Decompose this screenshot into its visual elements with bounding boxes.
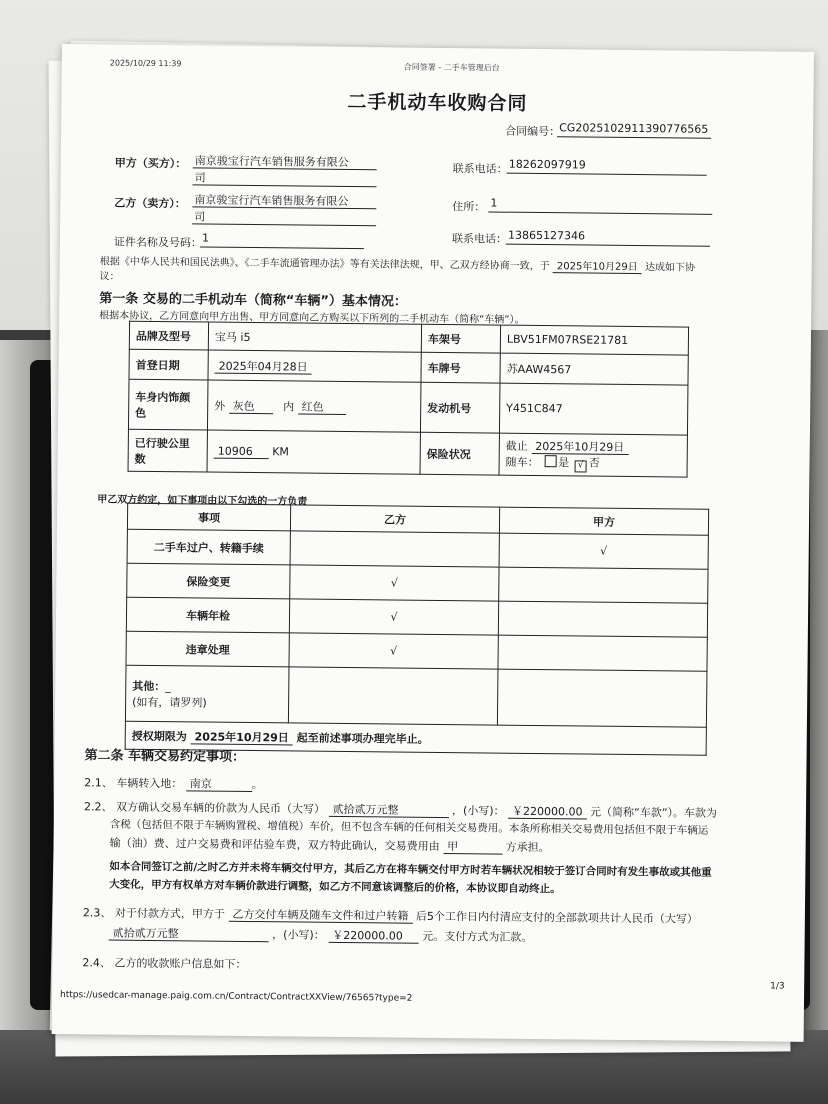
- other-cell: [125, 665, 289, 723]
- color-label: [128, 379, 208, 430]
- c21-value: 南京: [186, 777, 252, 792]
- id-value: 1: [200, 231, 364, 249]
- mileage-label: [128, 429, 207, 472]
- c23-price-cn: 贰拾贰万元整: [109, 927, 269, 943]
- footer-url[interactable]: https://usedcar-manage.paig.com.cn/Contract/ContractXXView/76565?type=2: [59, 990, 413, 1004]
- engine-value: Y451C847: [499, 383, 688, 435]
- no-label: 否: [588, 456, 600, 470]
- insurance-cell: [499, 433, 687, 477]
- party-a-phone-label: 联系电话：: [452, 162, 508, 176]
- plate-value: 苏AAW4567: [500, 353, 688, 385]
- duties-table: [125, 503, 710, 756]
- mileage-cell: [207, 430, 420, 474]
- other-value: _: [165, 679, 171, 693]
- insurance-until-label: 截止: [505, 439, 528, 453]
- other-a-cell: [497, 669, 707, 727]
- preamble-line2: 议：: [99, 271, 120, 283]
- party-b-name-line1: 南京骏宝行汽车销售服务有限公: [192, 191, 376, 209]
- c22-line3a: 输（油）费、过户交易费和评估验车费，双方特此确认，交易费用由: [109, 836, 440, 853]
- bold-clause-line2: 大变化，甲方有权单方对车辆价款进行调整，如乙方不同意该调整后的价格，本协议即自动终止。: [109, 878, 561, 896]
- engine-label: 发动机号: [420, 382, 500, 433]
- col-b-header: 乙方: [290, 505, 499, 533]
- preamble-line1: [100, 252, 695, 273]
- clause-no: 2.1、: [84, 776, 113, 790]
- vin-label: 车架号: [421, 324, 500, 353]
- color-label-line2: 色: [135, 406, 147, 420]
- c22-fee-party: 甲: [443, 840, 502, 855]
- yes-label: 是: [558, 455, 570, 469]
- mileage-label-line1: 已行驶公里: [134, 436, 190, 450]
- duty-b-mark: √: [290, 565, 499, 601]
- clause-2-1: [84, 774, 263, 792]
- table-row: [128, 379, 687, 435]
- duty-item: 二手车过户、转籍手续: [127, 529, 290, 565]
- with-car-label: 随车：: [505, 455, 539, 469]
- clause-2-4: [82, 954, 246, 972]
- other-label: 其他：: [132, 679, 166, 693]
- duty-item: 保险变更: [127, 563, 290, 599]
- deadline-suffix: 起至前述事项办理完毕止。: [296, 730, 429, 746]
- deadline-date: 2025年10月29日: [191, 730, 293, 745]
- duty-item: 车辆年检: [126, 597, 289, 633]
- table-row: [128, 429, 687, 477]
- c21-label: 车辆转入地：: [116, 776, 183, 791]
- color-in-prefix: 内: [283, 399, 295, 413]
- print-datetime: 2025/10/29 11:39: [109, 58, 182, 69]
- preamble-text-a: 根据《中华人民共和国民法典》、《二手车流通管理办法》等有关法律法规，甲、乙双方经协商一致，于: [99, 256, 550, 273]
- col-item-header: 事项: [127, 503, 290, 531]
- mileage-value: 10906: [214, 445, 269, 460]
- c23-price-num: ￥220000.00: [328, 929, 419, 944]
- contract-no-label: 合同编号：: [505, 124, 561, 139]
- c23-text-b: 后5个工作日内付清应支付的全部款项共计人民币（大写）: [415, 909, 698, 926]
- party-a-phone: 18262097919: [507, 158, 707, 176]
- no-checkbox[interactable]: √: [575, 460, 587, 472]
- contract-title: 二手机动车收购合同: [347, 90, 528, 115]
- reg-date-label: 首登日期: [129, 349, 208, 380]
- mileage-label-line2: 数: [134, 452, 146, 466]
- other-hint: (如有，请罗列): [132, 695, 207, 710]
- table-row: [125, 665, 707, 727]
- print-site-title: 合同签署 - 二手车管理后台: [403, 62, 500, 73]
- contract-page: [52, 44, 814, 1042]
- c23-text-c: ，(小写)：: [272, 928, 325, 942]
- party-b-address: 1: [488, 196, 712, 214]
- duty-b-mark: √: [289, 633, 498, 669]
- c24-label: 乙方的收款账户信息如下：: [114, 956, 247, 971]
- clause-no: 2.2、: [83, 800, 113, 814]
- c22-line3b: 方承担。: [505, 840, 550, 855]
- party-b-address-label: 住所：: [452, 200, 486, 214]
- insurance-until-value: 2025年10月29日: [531, 439, 628, 454]
- mileage-unit: KM: [272, 445, 290, 459]
- duty-b-mark: [290, 531, 499, 567]
- color-in-value: 红色: [298, 400, 346, 415]
- insurance-label: 保险状况: [420, 432, 499, 475]
- party-a-label: 甲方（买方）：: [114, 156, 187, 171]
- brand-label: 品牌及型号: [129, 321, 208, 350]
- clause-2-3-line1: [83, 904, 698, 926]
- c22-text-b: ，(小写)：: [451, 804, 505, 818]
- party-b-phone: 13865127346: [506, 229, 710, 247]
- party-a-name-line2: 司: [193, 169, 377, 187]
- c22-line2: 含税（包括但不限于车辆购置税、增值税）车价，但不包含车辆的任何相关交易费用。本条所称相关交易费用包括但不限于车辆运: [109, 818, 709, 837]
- party-a-name-line1: 南京骏宝行汽车销售服务有限公: [193, 152, 377, 170]
- duty-a-mark: √: [499, 533, 708, 569]
- col-a-header: 甲方: [499, 507, 708, 535]
- plate-label: 车牌号: [421, 352, 500, 383]
- other-b-cell: [288, 667, 498, 725]
- page-number: 1/3: [770, 981, 785, 992]
- id-label: 证件名称及号码：: [113, 235, 202, 250]
- c22-line3: [110, 835, 550, 856]
- color-cell: [207, 380, 421, 432]
- duty-a-mark: [498, 635, 707, 671]
- preamble-date: 2025年10月29日: [553, 261, 642, 274]
- duty-a-mark: [498, 601, 707, 637]
- clause-2-3-line2: [109, 925, 533, 945]
- party-b-phone-label: 联系电话：: [451, 232, 508, 246]
- duties-intro: 甲乙双方约定，如下事项由以下勾选的一方负责: [97, 494, 308, 508]
- c22-text-c: 元（简称“车款”）。车款为: [590, 805, 718, 820]
- deadline-label: 授权期限为: [131, 729, 187, 743]
- color-label-line1: 车身内饰颜: [135, 390, 191, 404]
- c23-condition: 乙方交付车辆及随车文件和过户转籍: [228, 908, 412, 924]
- contract-no: CG2025102911390776565: [557, 121, 711, 139]
- c22-text-a: 双方确认交易车辆的价款为人民币（大写）: [115, 800, 326, 816]
- party-b-label: 乙方（卖方）：: [114, 196, 186, 211]
- bold-clause-line1: 如本合同签订之前/之时乙方并未将车辆交付甲方，其后乙方在将车辆交付甲方时若车辆状况相较于签订合同时有发生事故或其他重: [109, 860, 712, 879]
- yes-checkbox[interactable]: [544, 455, 556, 467]
- color-out-value: 灰色: [229, 399, 273, 413]
- preamble-text-b: 达成如下协: [644, 262, 696, 274]
- c23-text-a: 对于付款方式，甲方于: [114, 906, 225, 921]
- duty-b-mark: √: [289, 599, 498, 635]
- reg-date-value: 2025年04月28日: [215, 359, 312, 374]
- vin-value: LBV51FM07RSE21781: [500, 325, 688, 355]
- c22-price-num: ￥220000.00: [508, 805, 587, 820]
- c22-price-cn: 贰拾贰万元整: [328, 803, 448, 818]
- duty-a-mark: [499, 567, 708, 603]
- brand-value: 宝马 i5: [208, 322, 421, 352]
- party-b-name-line2: 司: [192, 208, 376, 226]
- article2-heading: 第二条 车辆交易约定事项：: [84, 748, 246, 765]
- vehicle-info-table: [128, 321, 690, 478]
- c23-text-d: 元。支付方式为汇款。: [422, 929, 533, 944]
- clause-no: 2.4、: [82, 956, 111, 970]
- duty-item: 违章处理: [126, 631, 289, 667]
- article1-heading: 第一条 交易的二手机动车（简称“车辆”）基本情况：: [99, 291, 408, 310]
- reg-date-cell: [208, 350, 421, 382]
- article1-intro: 根据本协议，乙方同意向甲方出售、甲方同意向乙方购买以下所列的二手机动车（简称“车辆”）。: [99, 310, 525, 326]
- clause-no: 2.3、: [82, 906, 112, 920]
- color-out-prefix: 外: [214, 399, 226, 413]
- c21-end: 。: [251, 778, 263, 792]
